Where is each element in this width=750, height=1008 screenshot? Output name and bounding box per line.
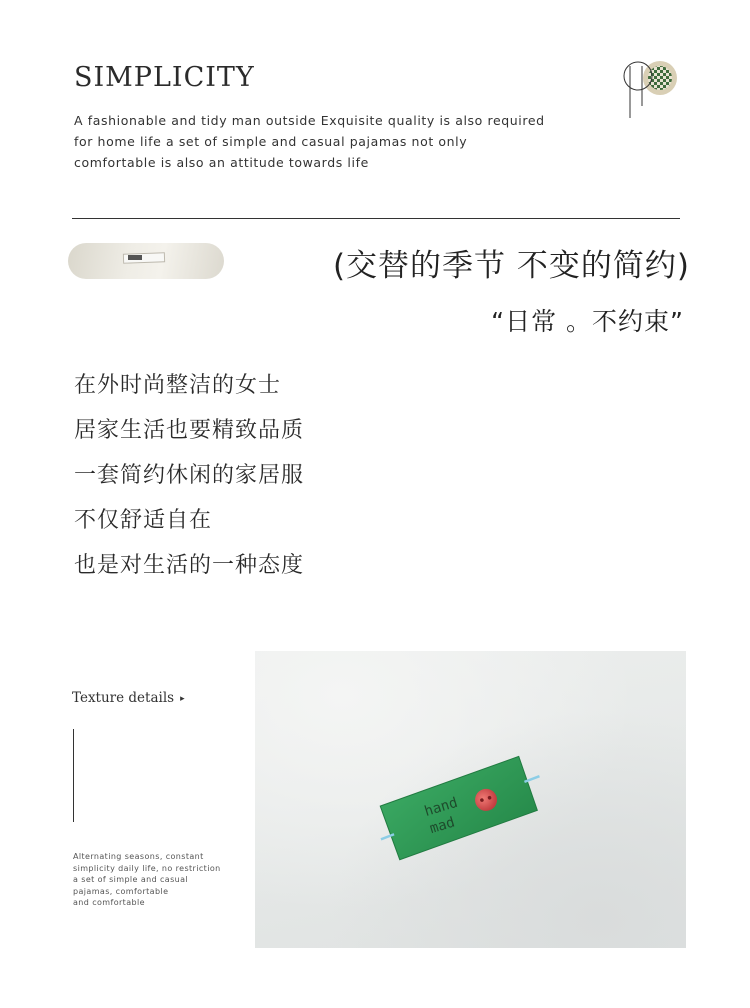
slogan-subheading: “日常 。不约束” <box>491 307 684 336</box>
tag-text-hand: hand <box>422 794 460 820</box>
description-line: simplicity daily life, no restriction <box>73 863 221 873</box>
poem-line: 也是对生活的一种态度 <box>74 553 305 578</box>
brand-logo-icon <box>618 58 680 120</box>
intro-line: A fashionable and tidy man outside Exquisite quality is also required <box>74 113 545 128</box>
fabric-tag-photo <box>255 651 686 948</box>
fabric-tag-illustration <box>255 651 686 948</box>
slogan-heading: (交替的季节 不变的简约) <box>332 248 690 284</box>
description-line: Alternating seasons, constant <box>73 852 204 861</box>
page-title: SIMPLICITY <box>74 62 255 93</box>
vertical-divider <box>73 729 74 822</box>
poem-line: 不仅舒适自在 <box>74 508 213 533</box>
tag-text-made: mad <box>427 814 457 838</box>
description-line: a set of simple and casual <box>73 875 189 884</box>
divider <box>72 218 680 219</box>
description-line: and comfortable <box>73 898 145 907</box>
folded-clothes-image <box>68 243 224 279</box>
intro-line: comfortable is also an attitude towards life <box>74 155 369 170</box>
poem-block <box>74 366 304 591</box>
intro-line: for home life a set of simple and casual pajamas not only <box>74 134 468 149</box>
poem-line: 在外时尚整洁的女士 <box>74 373 282 398</box>
intro-paragraph <box>74 110 594 173</box>
description-line: pajamas, comfortable <box>73 886 169 896</box>
texture-details-label <box>72 690 185 706</box>
texture-label-text: Texture details <box>72 690 175 706</box>
poem-line: 居家生活也要精致品质 <box>74 418 305 443</box>
poem-line: 一套简约休闲的家居服 <box>74 463 305 488</box>
triangle-right-icon: ▸ <box>180 694 185 704</box>
texture-description <box>73 851 253 909</box>
